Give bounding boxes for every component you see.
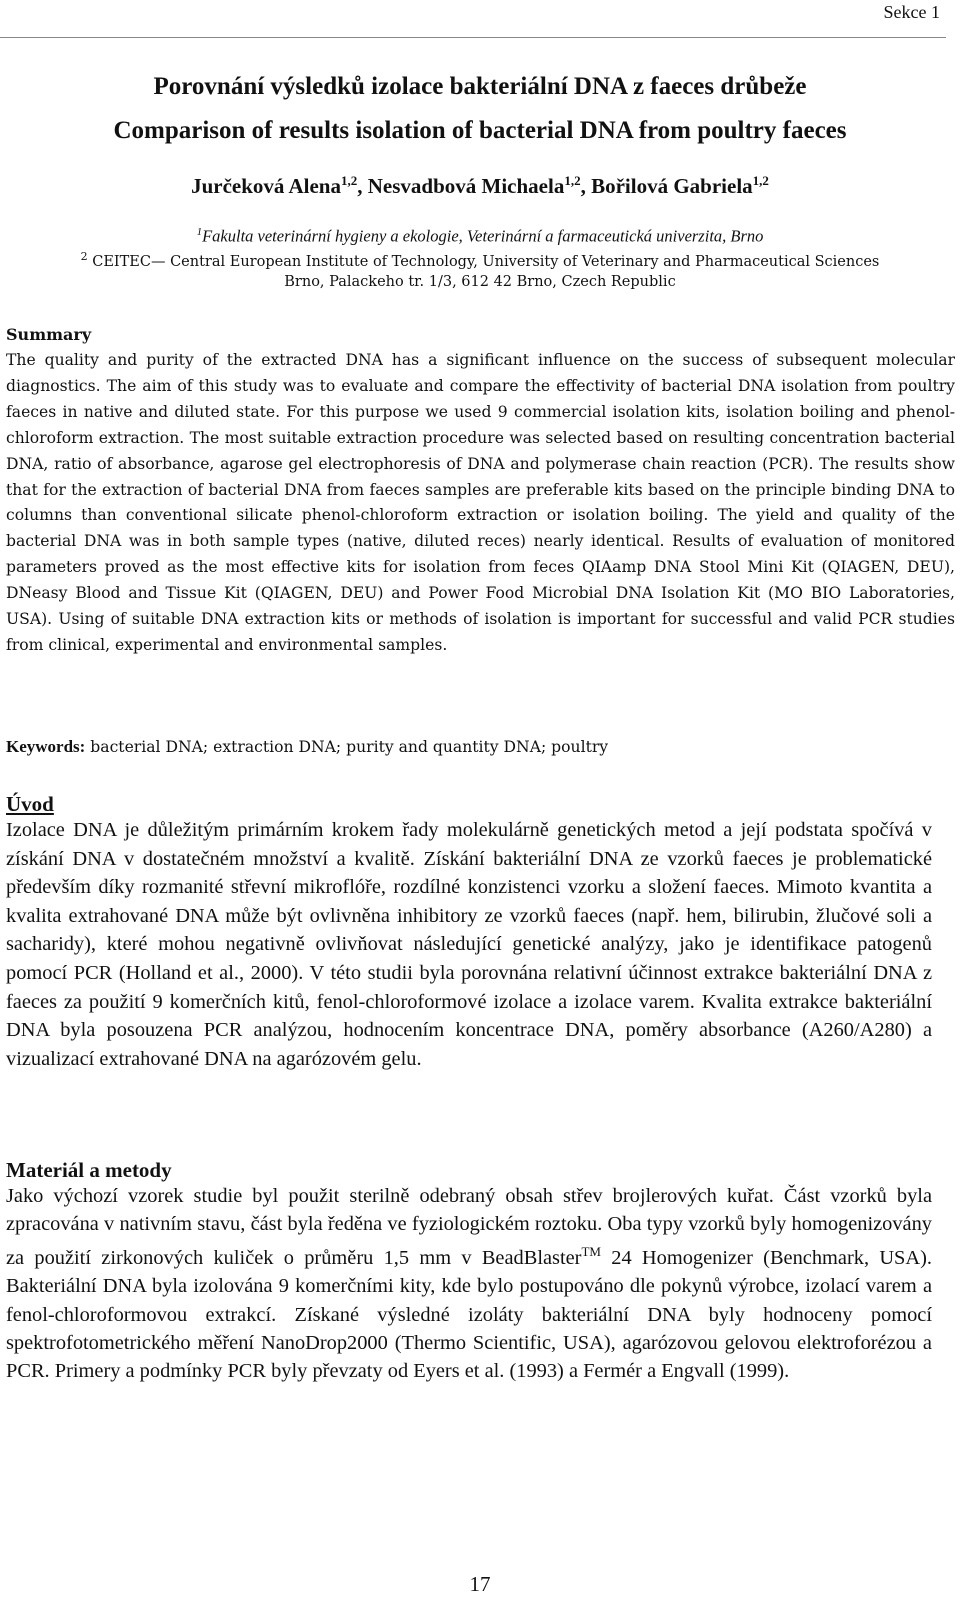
- affiliation-address: Brno, Palackeho tr. 1/3, 612 42 Brno, Czech Republic: [284, 274, 676, 290]
- metody-text-part: 24 Homogenizer (Benchmark, USA). Bakteriální DNA byla izolována 9 komerčními kity, kde bylo postupováno dle pokynů výrobce, izolací varem a fenol-chloroformovou extrakcí. Získané výsledné izoláty bakteriální DNA byly hodnoceny pomocí spektrofotometrického měření NanoDrop2000 (Thermo Scientific, USA), agarózovou gelovou elektroforézou a PCR. Primery a podmínky PCR byly převzaty od Eyers et al. (1993) a Fermér a Engvall (1999).: [6, 1247, 933, 1383]
- summary-text: The quality and purity of the extracted DNA has a significant influence on the success of subsequent molecular diagnostics. The aim of this study was to evaluate and compare the effectivity of bacterial DNA isolation from poultry faeces in native and diluted state. For this purpose we used 9 commercial isolation kits, isolation boiling and phenol-chloroform extraction. The most suitable extraction procedure was selected based on resulting concentration bacterial DNA, ratio of absorbance, agarose gel electrophoresis of DNA and polymerase chain reaction (PCR). The results show that for the extraction of bacterial DNA from faeces samples are preferable kits based on the principle binding DNA to columns than conventional silicate phenol-chloroform extraction or isolation boiling. The yield and quality of the bacterial DNA was in both sample types (native, diluted reces) nearly identical. Results of evaluation of monitored parameters proved as the most effective kits for isolation from feces QIAamp DNA Stool Mini Kit (QIAGEN, DEU), DNeasy Blood and Tissue Kit (QIAGEN, DEU) and Power Food Microbial DNA Isolation Kit (MO BIO Laboratories, USA). Using of suitable DNA extraction kits or methods of isolation is important for successful and valid PCR studies from clinical, experimental and environmental samples.: [6, 351, 955, 654]
- summary-heading: Summary: [6, 325, 92, 344]
- title-czech: Porovnání výsledků izolace bakteriální DNA z faeces drůbeže: [153, 73, 807, 100]
- keywords-label: Keywords:: [6, 737, 86, 756]
- page-number: 17: [469, 1572, 491, 1596]
- author-affiliation-marker: 1,2: [564, 173, 581, 188]
- author-name: Bořilová Gabriela: [591, 174, 753, 198]
- author-affiliation-marker: 1,2: [752, 173, 769, 188]
- keywords-line: [6, 737, 955, 757]
- affiliation-text: Fakulta veterinární hygieny a ekologie, Veterinární a farmaceutická univerzita, Brno: [202, 226, 764, 246]
- author-list: [0, 173, 960, 199]
- uvod-paragraph: Izolace DNA je důležitým primárním krokem řady molekulárně genetických metod a její podstata spočívá v získání DNA v dostatečném množství a kvalitě. Získání bakteriální DNA ze vzorků faeces je problematické především díky rozmanité střevní mikroflóře, rozdílné konzistenci vzorku a složení faeces. Mimoto kvantita a kvalita extrahované DNA může být ovlivněna inhibitory ze vzorků faeces (např. hem, bilirubin, žlučové soli a sacharidy), které mohou negativně ovlivňovat následující genetické analýzy, jako je identifikace patogenů pomocí PCR (Holland et al., 2000). V této studii byla porovnána relativní účinnost extrakce bakteriální DNA z faeces za použití 9 komerčních kitů, fenol-chloroformové izolace a izolace varem. Kvalita extrakce bakteriální DNA byla posouzena PCR analýzou, hodnocením koncentrace DNA, poměry absorbance (A260/A280) a vizualizací extrahované DNA na agarózovém gelu.: [6, 819, 932, 1070]
- section-heading-metody: Materiál a metody: [6, 1158, 172, 1182]
- header-divider: [0, 37, 946, 38]
- affiliation-marker: 2: [80, 250, 88, 263]
- affiliation-1: [0, 226, 960, 247]
- affiliation-text: CEITEC— Central European Institute of Technology, University of Veterinary and Pharmaceutical Sciences: [87, 253, 880, 270]
- trademark-mark: TM: [581, 1244, 601, 1260]
- affiliation-marker: 1: [196, 226, 203, 238]
- author-affiliation-marker: 1,2: [341, 173, 358, 188]
- author-separator: ,: [580, 174, 592, 198]
- author-separator: ,: [357, 174, 368, 198]
- affiliation-2: [0, 250, 960, 270]
- metody-text-part: Jako výchozí vzorek studie byl použit sterilně odebraný obsah střev brojlerových kuřat. Část vzorků byla zpracována v nativním stavu, část byla ředěna ve fyziologickém roztoku. Oba typy vzorků byly homogenizovány za použití zirkonových kuliček o průměru 1,5 mm v BeadBlaster: [6, 1185, 932, 1270]
- section-label: Sekce 1: [883, 2, 940, 22]
- section-heading-uvod: Úvod: [6, 792, 54, 816]
- title-english: Comparison of results isolation of bacterial DNA from poultry faeces: [113, 117, 847, 144]
- author-name: Nesvadbová Michaela: [367, 174, 565, 198]
- author-name: Jurčeková Alena: [191, 174, 341, 198]
- keywords-text: bacterial DNA; extraction DNA; purity and quantity DNA; poultry: [85, 738, 609, 756]
- metody-paragraph: [6, 1182, 932, 1385]
